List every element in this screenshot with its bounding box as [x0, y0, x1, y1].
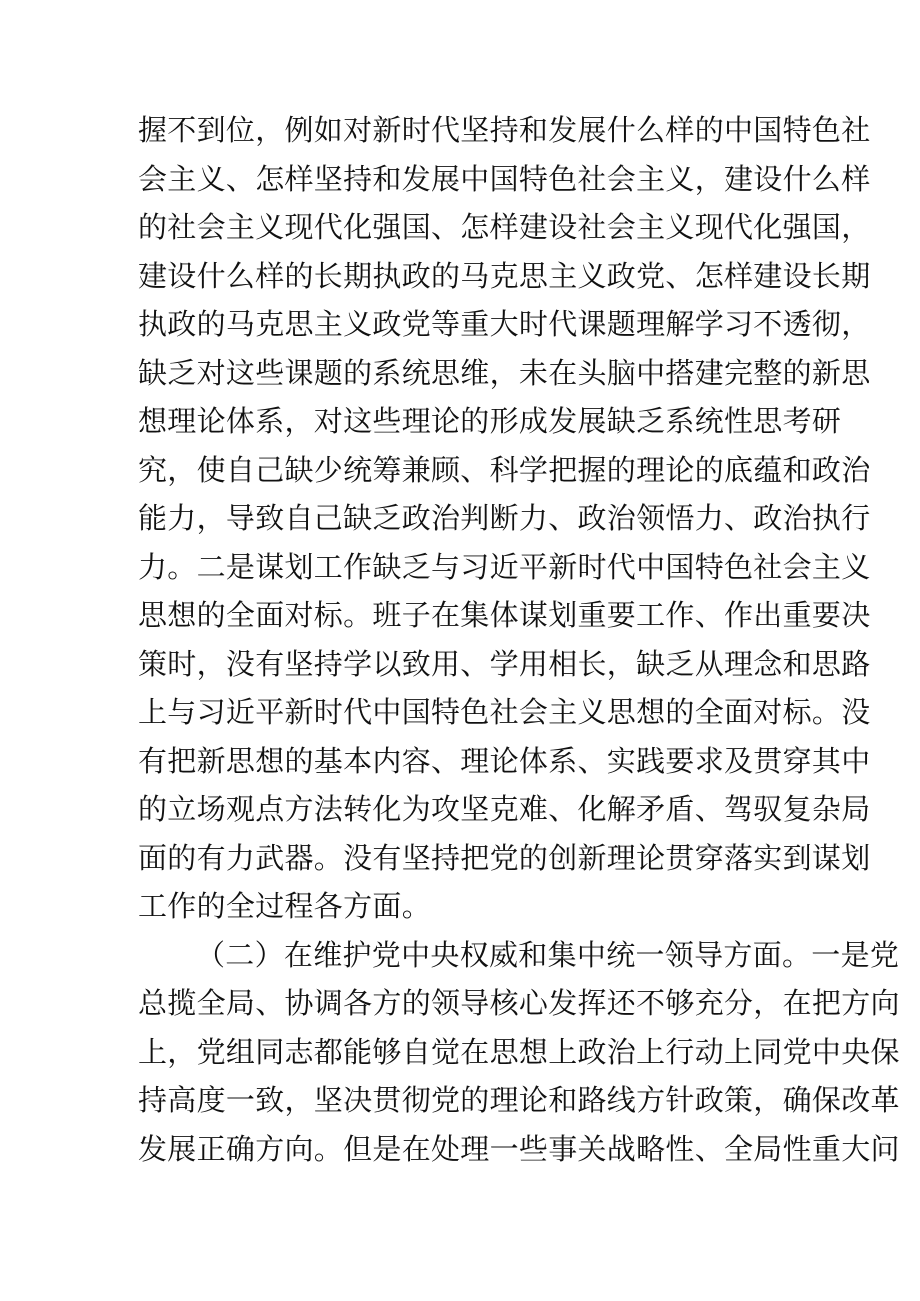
- text-line: 策时，没有坚持学以致用、学用相长，缺乏从理念和思路: [138, 646, 871, 681]
- text-line: 力。二是谋划工作缺乏与习近平新时代中国特色社会主义: [138, 549, 871, 584]
- text-line: 持高度一致，坚决贯彻党的理论和路线方针政策，确保改革: [138, 1083, 900, 1117]
- text-line: 发展正确方向。但是在处理一些事关战略性、全局性重大问: [138, 1131, 900, 1166]
- text-line: 面的有力武器。没有坚持把党的创新理论贯穿落实到谋划: [138, 840, 871, 875]
- text-line: 总揽全局、协调各方的领导核心发挥还不够充分，在把方向: [138, 986, 900, 1020]
- section-heading-line: （二）在维护党中央权威和集中统一领导方面。一是党: [196, 937, 900, 972]
- text-line: 建设什么样的长期执政的马克思主义政党、怎样建设长期: [138, 258, 871, 293]
- text-line: 究，使自己缺少统筹兼顾、科学把握的理论的底蕴和政治: [138, 452, 871, 487]
- text-line: 能力，导致自己缺乏政治判断力、政治领悟力、政治执行: [138, 501, 871, 535]
- text-line: 上，党组同志都能够自觉在思想上政治上行动上同党中央保: [138, 1034, 900, 1069]
- text-line: 思想的全面对标。班子在集体谋划重要工作、作出重要决: [138, 598, 871, 632]
- text-line: 上与习近平新时代中国特色社会主义思想的全面对标。没: [138, 695, 871, 729]
- text-line: 会主义、怎样坚持和发展中国特色社会主义，建设什么样: [138, 161, 871, 196]
- text-line: 想理论体系，对这些理论的形成发展缺乏系统性思考研: [138, 404, 842, 438]
- text-line: 工作的全过程各方面。: [138, 889, 432, 923]
- text-line: 缺乏对这些课题的系统思维，未在头脑中搭建完整的新思: [138, 355, 871, 390]
- text-line: 执政的马克思主义政党等重大时代课题理解学习不透彻，: [138, 307, 871, 341]
- text-line: 握不到位，例如对新时代坚持和发展什么样的中国特色社: [138, 113, 871, 147]
- text-line: 的立场观点方法转化为攻坚克难、化解矛盾、驾驭复杂局: [138, 792, 871, 826]
- text-line: 有把新思想的基本内容、理论体系、实践要求及贯穿其中: [138, 743, 871, 778]
- body-text: [138, 106, 900, 1173]
- text-line: 的社会主义现代化强国、怎样建设社会主义现代化强国，: [138, 210, 871, 244]
